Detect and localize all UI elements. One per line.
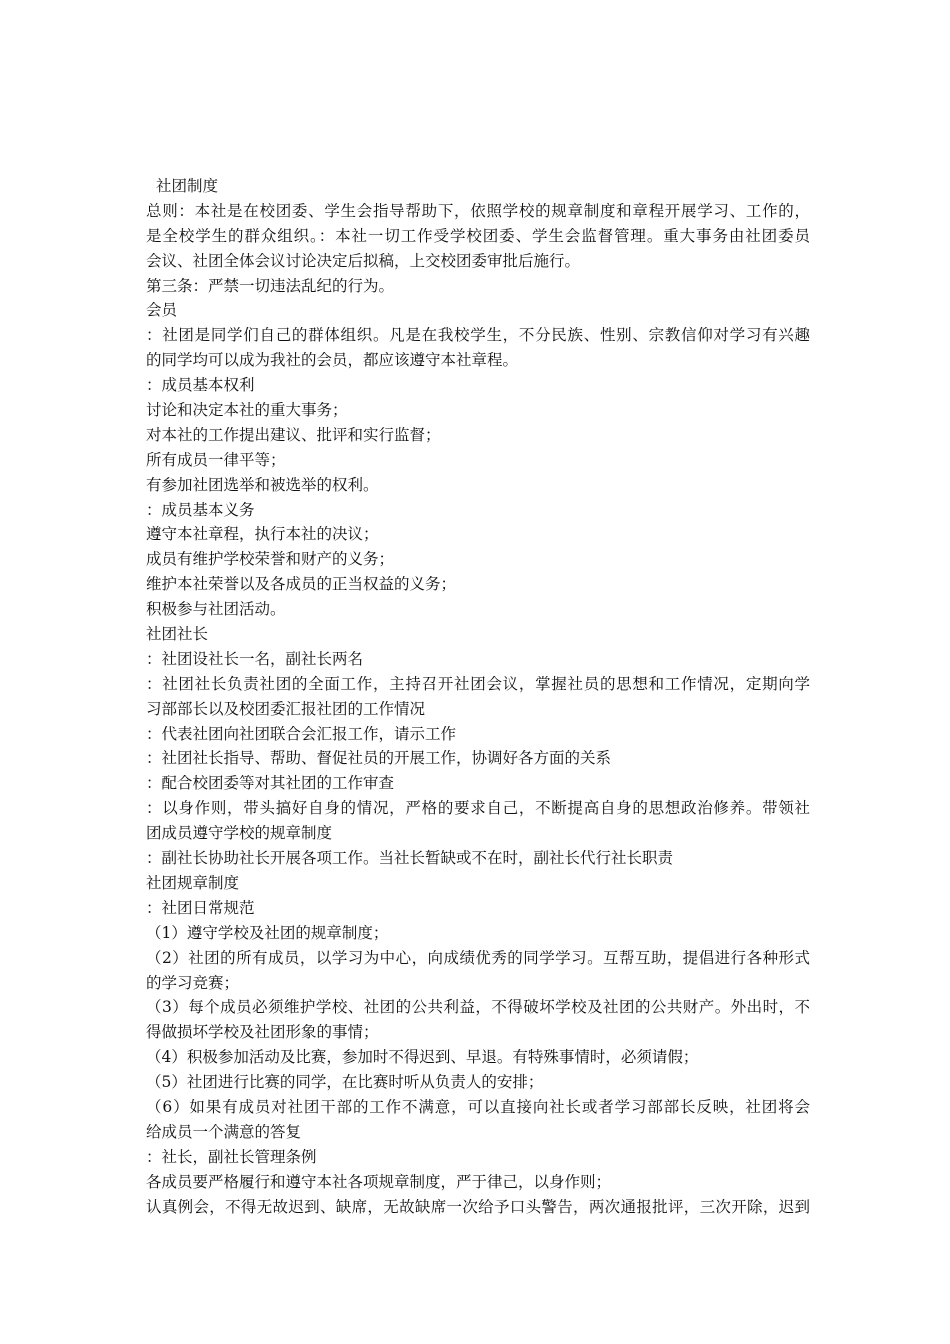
text-line: ：社团设社长一名，副社长两名 xyxy=(146,649,364,668)
text-line: （3）每个成员必须维护学校、社团的公共利益，不得破坏学校及社团的公共财产。外出时，不 xyxy=(146,998,810,1017)
text-line: 积极参与社团活动。 xyxy=(146,600,286,619)
text-line: ：社团社长负责社团的全面工作，主持召开社团会议，掌握社员的思想和工作情况，定期向学 xyxy=(146,674,810,693)
document-title: 社团制度 xyxy=(156,177,219,195)
text-line: 所有成员一律平等； xyxy=(146,450,286,469)
text-line: ：副社长协助社长开展各项工作。当社长暂缺或不在时，副社长代行社长职责 xyxy=(146,849,674,868)
text-line: 的同学均可以成为我社的会员，都应该遵守本社章程。 xyxy=(146,351,519,370)
text-line: ：成员基本义务 xyxy=(146,500,255,519)
text-line: 团成员遵守学校的规章制度 xyxy=(146,824,333,843)
text-line: 会议、社团全体会议讨论决定后拟稿，上交校团委审批后施行。 xyxy=(146,251,581,270)
text-line: 的学习竞赛； xyxy=(146,973,240,992)
text-line: 习部部长以及校团委汇报社团的工作情况 xyxy=(146,699,426,718)
text-line: 遵守本社章程，执行本社的决议； xyxy=(146,525,379,544)
text-line: （1）遵守学校及社团的规章制度； xyxy=(146,923,389,942)
text-line: 社团规章制度 xyxy=(146,873,240,892)
text-line: ：社团日常规范 xyxy=(146,898,255,917)
text-line: 对本社的工作提出建议、批评和实行监督； xyxy=(146,425,441,444)
text-line: 认真例会，不得无故迟到、缺席，无故缺席一次给予口头警告，两次通报批评，三次开除，迟到 xyxy=(146,1197,810,1216)
text-line: 总则：本社是在校团委、学生会指导帮助下，依照学校的规章制度和章程开展学习、工作的， xyxy=(146,201,810,220)
text-line: 有参加社团选举和被选举的权利。 xyxy=(146,475,379,494)
text-line: 给成员一个满意的答复 xyxy=(146,1122,302,1141)
text-line: 维护本社荣誉以及各成员的正当权益的义务； xyxy=(146,575,457,594)
text-line: 第三条：严禁一切违法乱纪的行为。 xyxy=(146,276,395,295)
text-line: ：代表社团向社团联合会汇报工作，请示工作 xyxy=(146,724,457,743)
text-line: 得做损坏学校及社团形象的事情； xyxy=(146,1023,379,1042)
text-line: 成员有维护学校荣誉和财产的义务； xyxy=(146,550,395,569)
text-line: ：社长，副社长管理条例 xyxy=(146,1147,317,1166)
text-line: 各成员要严格履行和遵守本社各项规章制度，严于律己，以身作则； xyxy=(146,1172,612,1191)
text-line: ：以身作则，带头搞好自身的情况，严格的要求自己，不断提高自身的思想政治修养。带领社 xyxy=(146,799,810,818)
text-line: ：社团社长指导、帮助、督促社员的开展工作，协调好各方面的关系 xyxy=(146,749,612,768)
text-line: 是全校学生的群众组织。：本社一切工作受学校团委、学生会监督管理。重大事务由社团委员 xyxy=(146,226,810,245)
text-line: （6）如果有成员对社团干部的工作不满意，可以直接向社长或者学习部部长反映，社团将会 xyxy=(146,1097,810,1116)
text-line: （5）社团进行比赛的同学，在比赛时听从负责人的安排； xyxy=(146,1073,544,1092)
text-line: ：社团是同学们自己的群体组织。凡是在我校学生，不分民族、性别、宗教信仰对学习有兴趣 xyxy=(146,326,810,345)
document-body xyxy=(146,174,810,1219)
text-line: 会员 xyxy=(146,301,178,320)
text-line: ：成员基本权利 xyxy=(146,376,255,395)
text-line: 讨论和决定本社的重大事务； xyxy=(146,401,348,420)
text-line: 社团社长 xyxy=(146,625,209,644)
text-line: （2）社团的所有成员，以学习为中心，向成绩优秀的同学学习。互帮互助，提倡进行各种形式 xyxy=(146,948,810,967)
text-line: （4）积极参加活动及比赛，参加时不得迟到、早退。有特殊事情时，必须请假； xyxy=(146,1048,699,1067)
text-line: ：配合校团委等对其社团的工作审查 xyxy=(146,774,395,793)
